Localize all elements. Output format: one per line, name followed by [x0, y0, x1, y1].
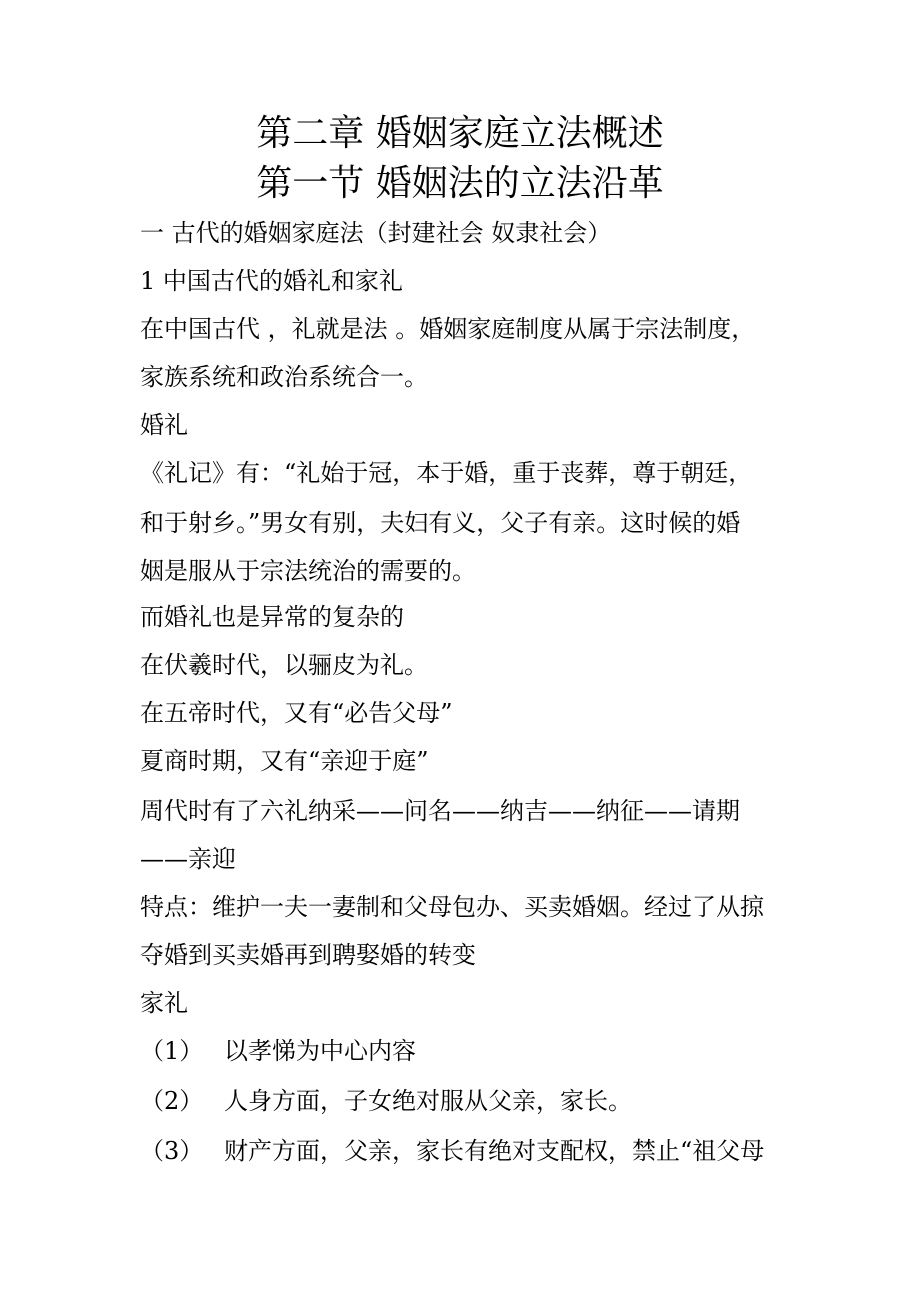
list-item-number: （3） — [140, 1137, 204, 1165]
paragraph-line: 夺婚到买卖婚再到聘娶婚的转变 — [140, 941, 476, 969]
list-item-number: （2） — [140, 1087, 204, 1115]
paragraph-line: 1 中国古代的婚礼和家礼 — [140, 267, 403, 295]
paragraph-line: 在中国古代 ，礼就是法 。婚姻家庭制度从属于宗法制度， — [140, 315, 756, 343]
list-item — [140, 1036, 416, 1066]
list-item-text: 以孝悌为中心内容 — [224, 1037, 416, 1065]
paragraph-line: 特点：维护一夫一妻制和父母包办、买卖婚姻。经过了从掠 — [140, 893, 764, 921]
paragraph-line: 和于射乡。”男女有别，夫妇有义，父子有亲。这时候的婚 — [140, 509, 741, 537]
list-item — [140, 1136, 764, 1166]
list-item-number: （1） — [140, 1037, 204, 1065]
paragraph-line: 夏商时期，又有“亲迎于庭” — [140, 747, 429, 775]
paragraph-line: 家礼 — [140, 989, 188, 1017]
paragraph-line: ——亲迎 — [140, 845, 236, 873]
paragraph-line: 周代时有了六礼纳采——问名——纳吉——纳征——请期 — [140, 797, 740, 825]
list-item — [140, 1086, 632, 1116]
paragraph-line: 家族系统和政治系统合一。 — [140, 363, 428, 391]
paragraph-line: 姻是服从于宗法统治的需要的。 — [140, 557, 476, 585]
list-item-text: 财产方面，父亲，家长有绝对支配权，禁止“祖父母 — [224, 1137, 765, 1165]
paragraph-line: 一 古代的婚姻家庭法（封建社会 奴隶社会） — [140, 219, 612, 247]
paragraph-line: 《礼记》有：“礼始于冠，本于婚，重于丧葬，尊于朝廷， — [140, 459, 753, 487]
section-title: 第一节 婚姻法的立法沿革 — [256, 163, 664, 204]
chapter-title: 第二章 婚姻家庭立法概述 — [256, 113, 664, 154]
paragraph-line: 而婚礼也是异常的复杂的 — [140, 603, 404, 631]
list-item-text: 人身方面，子女绝对服从父亲，家长。 — [224, 1087, 632, 1115]
paragraph-line: 在伏羲时代，以骊皮为礼。 — [140, 651, 428, 679]
paragraph-line: 婚礼 — [140, 411, 188, 439]
paragraph-line: 在五帝时代，又有“必告父母” — [140, 699, 453, 727]
